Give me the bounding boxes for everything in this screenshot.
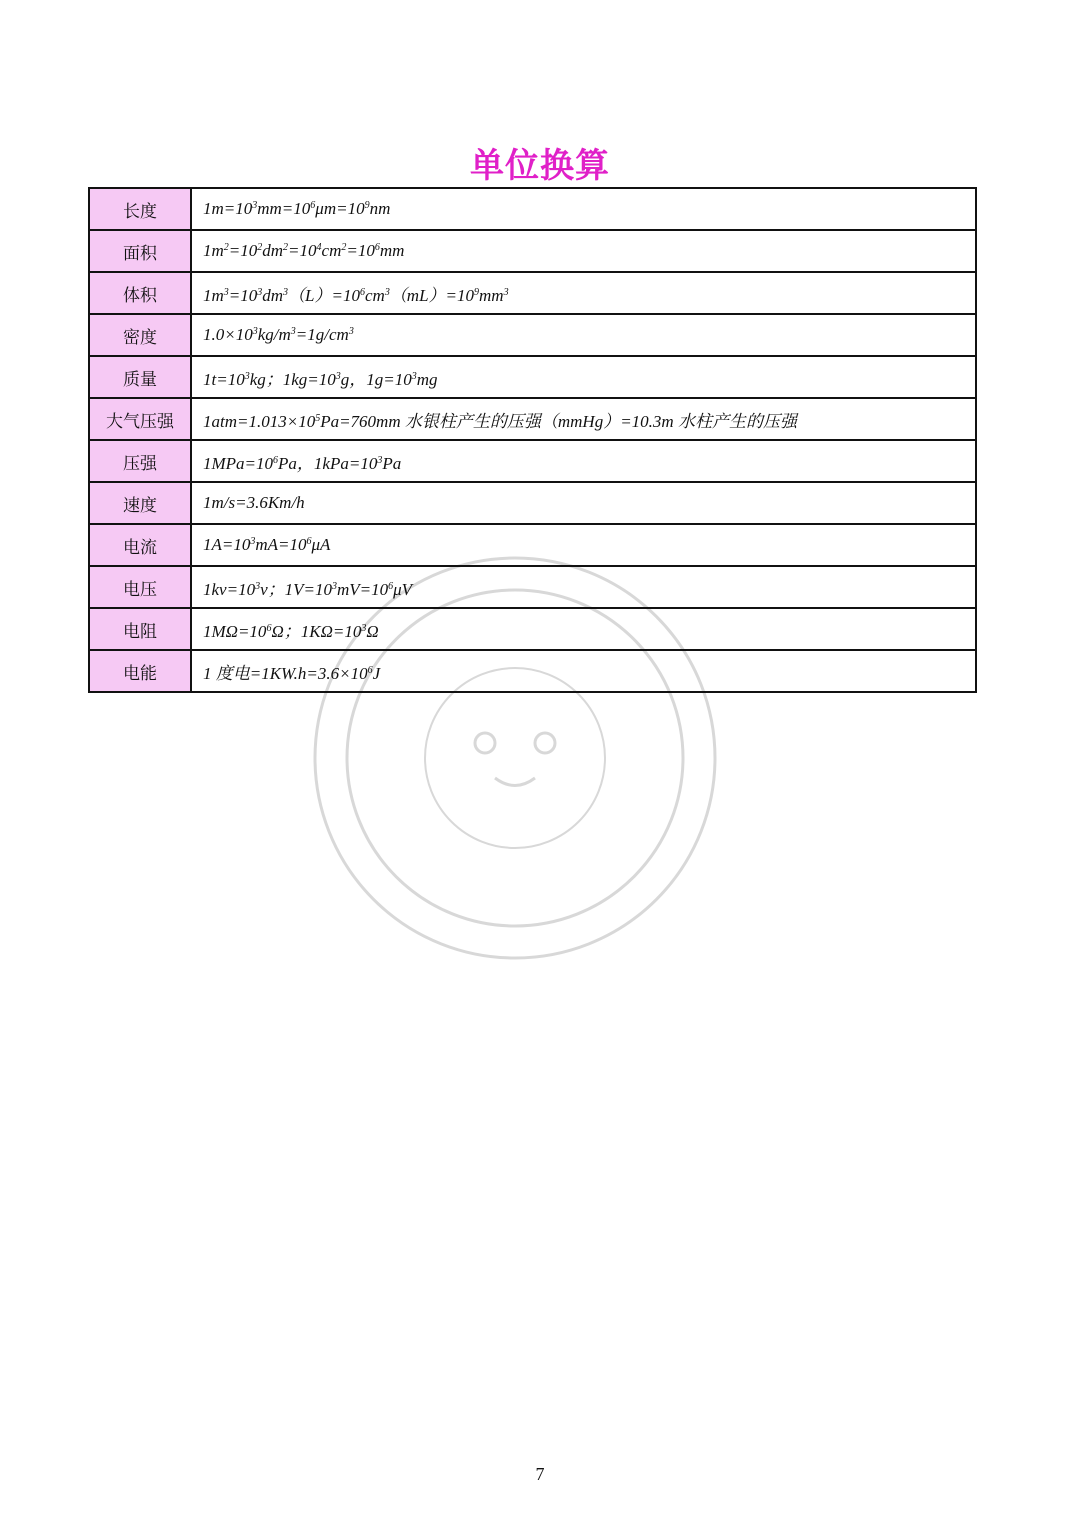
- page-title: 单位换算: [470, 146, 610, 186]
- superscript: 3: [503, 286, 509, 298]
- table-row: [89, 272, 976, 314]
- row-label: 压强: [89, 440, 191, 482]
- superscript: 3: [384, 286, 390, 298]
- superscript: 4: [316, 242, 322, 253]
- page-number: 7: [535, 1464, 545, 1484]
- superscript: 9: [364, 200, 370, 211]
- superscript: 3: [244, 370, 250, 382]
- row-label: 电阻: [89, 608, 191, 650]
- row-value: $1m^3=10^3dm^3(L)=10^6cm^3(mL)=10^9mm^3$: [191, 272, 976, 314]
- row-label: 密度: [89, 314, 191, 356]
- table-row: [89, 566, 976, 608]
- superscript: 3: [283, 286, 289, 298]
- superscript: 6: [266, 622, 272, 634]
- table-row: [89, 482, 976, 524]
- row-label: 体积: [89, 272, 191, 314]
- superscript: 2: [257, 242, 263, 253]
- superscript: 3: [331, 580, 337, 592]
- superscript: 6: [367, 664, 373, 676]
- superscript: 9: [474, 286, 480, 298]
- row-label: 大气压强: [89, 398, 191, 440]
- superscript: 2: [283, 242, 289, 253]
- table-row: [89, 650, 976, 692]
- unit-conversion-table: [88, 187, 977, 693]
- superscript: 2: [223, 242, 229, 253]
- row-value: $1A=10^3mA=10^6\mu A$: [191, 524, 976, 566]
- row-value: $1atm=1.013\times 10^5Pa=760mm$ 水银柱产生的压强（mmHg）=10.3m 水柱产生的压强: [191, 398, 976, 440]
- superscript: 3: [335, 370, 341, 382]
- superscript: 3: [252, 200, 258, 211]
- superscript: 3: [252, 326, 258, 337]
- superscript: 3: [348, 326, 354, 337]
- row-label: 速度: [89, 482, 191, 524]
- table-row: [89, 230, 976, 272]
- table-row: [89, 524, 976, 566]
- row-value: 1m/s=3.6Km/h: [191, 482, 976, 524]
- superscript: 3: [361, 622, 367, 634]
- row-value: $1m=10^3mm=10^6\mu m=10^9nm$: [191, 188, 976, 230]
- row-label: 电压: [89, 566, 191, 608]
- superscript: 3: [290, 326, 296, 337]
- row-label: 长度: [89, 188, 191, 230]
- row-value: $1m^2=10^2dm^2=10^4cm^2=10^6mm$: [191, 230, 976, 272]
- superscript: 2: [341, 242, 347, 253]
- superscript: 3: [250, 536, 256, 547]
- table-row: [89, 440, 976, 482]
- superscript: 6: [374, 242, 380, 253]
- table-row: [89, 398, 976, 440]
- row-value: $1M\Omega=10^6\Omega$；$1K\Omega=10^3\Omega$: [191, 608, 976, 650]
- superscript: 3: [255, 580, 261, 592]
- table-row: [89, 314, 976, 356]
- table-row: [89, 188, 976, 230]
- superscript: 3: [257, 286, 263, 298]
- row-label: 电能: [89, 650, 191, 692]
- superscript: 6: [388, 580, 394, 592]
- row-value: $1MPa=10^6Pa$，$1kPa=10^3Pa$: [191, 440, 976, 482]
- row-value: $1kv=10^3v$；$1V=10^3mV=10^6\mu V$: [191, 566, 976, 608]
- superscript: 6: [310, 200, 316, 211]
- superscript: 3: [411, 370, 417, 382]
- superscript: 5: [315, 412, 321, 424]
- row-value: $1t=10^3kg$；$1kg=10^3g$，$1g=10^3mg$: [191, 356, 976, 398]
- superscript: 3: [377, 454, 383, 466]
- table-row: [89, 356, 976, 398]
- table-row: [89, 608, 976, 650]
- superscript: 6: [359, 286, 365, 298]
- superscript: 6: [273, 454, 279, 466]
- row-label: 面积: [89, 230, 191, 272]
- row-value: 1 度电$=1KW.h=3.6\times 10^6J$: [191, 650, 976, 692]
- row-value: $1.0\times 10^3kg/m^3=1g/cm^3$: [191, 314, 976, 356]
- superscript: 6: [306, 536, 312, 547]
- superscript: 3: [223, 286, 229, 298]
- row-label: 电流: [89, 524, 191, 566]
- row-label: 质量: [89, 356, 191, 398]
